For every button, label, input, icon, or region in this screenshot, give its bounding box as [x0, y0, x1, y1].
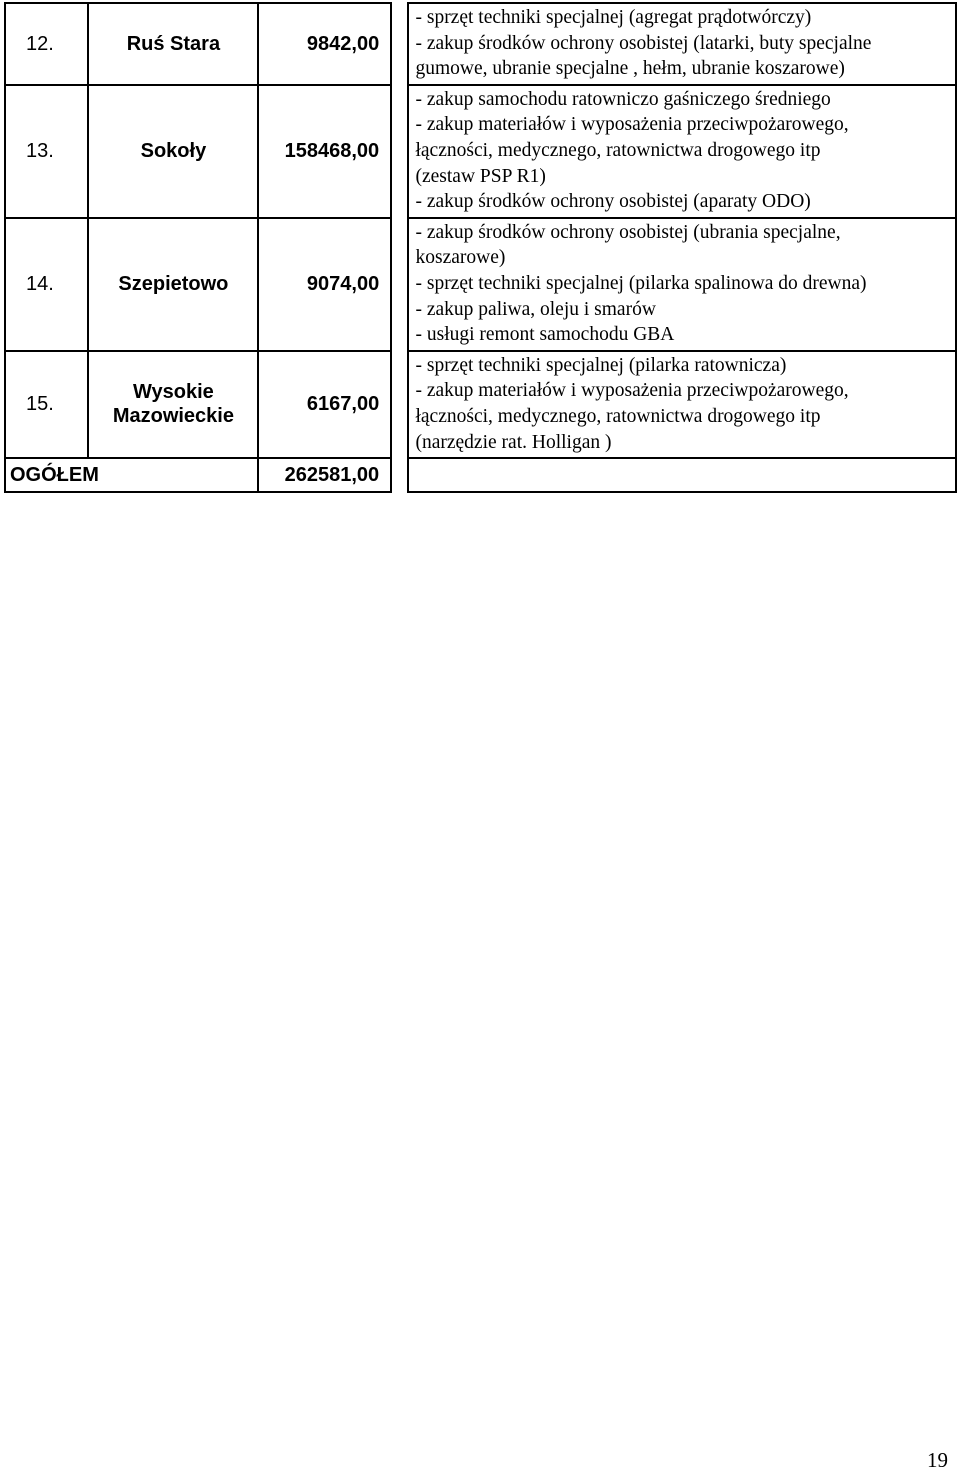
description-cell: [408, 3, 956, 85]
description-line: (zestaw PSP R1): [415, 165, 546, 187]
description-line: - zakup środków ochrony osobistej (aparaty ODO): [415, 191, 811, 213]
description-line: - usługi remont samochodu GBA: [415, 324, 675, 346]
description-line: - zakup środków ochrony osobistej (ubrania specjalne,: [415, 221, 841, 243]
budget-table-fragment: [4, 2, 957, 493]
empty-description-cell: [408, 458, 956, 492]
column-gap: [391, 3, 408, 85]
description-line: - sprzęt techniki specjalnej (agregat prądotwórczy): [415, 7, 812, 28]
description-line: koszarowe): [415, 247, 506, 269]
description-line: łączności, medycznego, ratownictwa drogowego itp: [415, 405, 821, 427]
unit-name: Szepietowo: [88, 218, 258, 351]
table-row: [5, 85, 956, 218]
unit-name: Ruś Stara: [88, 3, 258, 85]
table-row: [5, 3, 956, 85]
unit-name-line: Wysokie: [133, 381, 214, 404]
description-line: - zakup środków ochrony osobistej (latarki, buty specjalne: [415, 32, 872, 54]
row-number: 13.: [5, 85, 88, 218]
description-cell: [408, 351, 956, 458]
allocation-table: [4, 2, 957, 493]
total-row: [5, 458, 956, 492]
description-line: gumowe, ubranie specjalne , hełm, ubranie koszarowe): [415, 58, 845, 80]
description-cell: [408, 218, 956, 351]
unit-name: [88, 351, 258, 458]
total-label: OGÓŁEM: [5, 458, 258, 492]
description-line: łączności, medycznego, ratownictwa drogowego itp: [415, 139, 821, 161]
amount-cell: 9074,00: [258, 218, 391, 351]
column-gap: [391, 458, 408, 492]
description-cell: [408, 85, 956, 218]
row-number: 14.: [5, 218, 88, 351]
description-line: - zakup materiałów i wyposażenia przeciwpożarowego,: [415, 380, 849, 402]
amount-cell: 9842,00: [258, 3, 391, 85]
table-row: [5, 351, 956, 458]
column-gap: [391, 218, 408, 351]
description-line: - zakup samochodu ratowniczo gaśniczego średniego: [415, 88, 831, 110]
row-number: 12.: [5, 3, 88, 85]
unit-name: Sokoły: [88, 85, 258, 218]
description-line: - sprzęt techniki specjalnej (pilarka ratownicza): [415, 354, 787, 376]
row-number: 15.: [5, 351, 88, 458]
column-gap: [391, 351, 408, 458]
description-line: - zakup materiałów i wyposażenia przeciwpożarowego,: [415, 114, 849, 136]
unit-name-line: Mazowieckie: [112, 405, 234, 428]
page-number: 19: [927, 1448, 948, 1472]
amount-cell: 6167,00: [258, 351, 391, 458]
table-row: [5, 218, 956, 351]
description-line: - sprzęt techniki specjalnej (pilarka spalinowa do drewna): [415, 272, 867, 294]
column-gap: [391, 85, 408, 218]
description-line: (narzędzie rat. Holligan ): [415, 431, 612, 453]
amount-cell: 158468,00: [258, 85, 391, 218]
description-line: - zakup paliwa, oleju i smarów: [415, 298, 656, 320]
total-amount: 262581,00: [258, 458, 391, 492]
